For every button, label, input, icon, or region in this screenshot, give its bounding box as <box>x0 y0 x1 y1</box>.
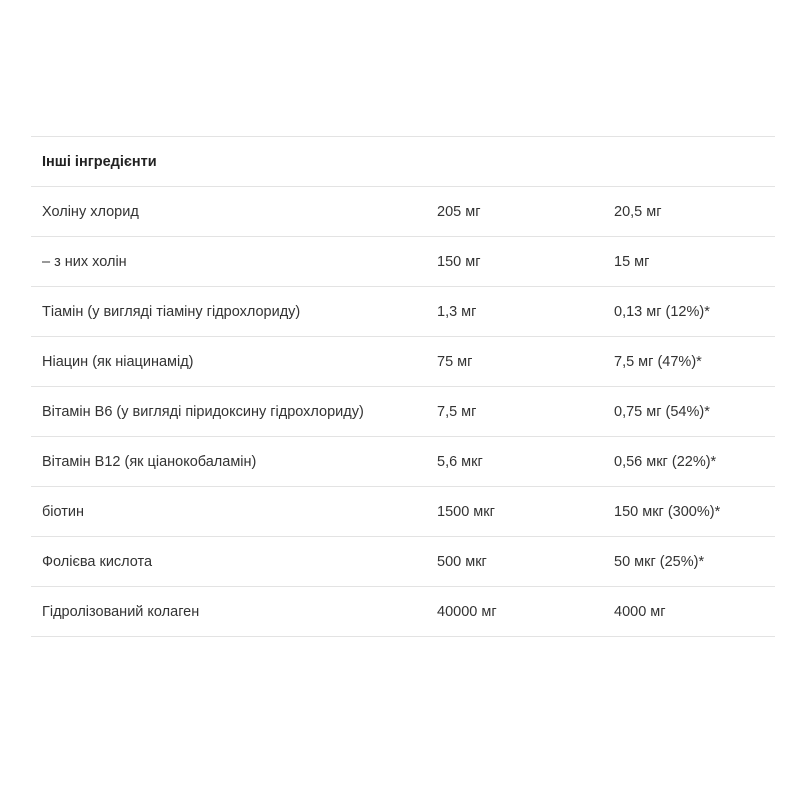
ingredient-name: Вітамін B6 (у вигляді піридоксину гідрохлориду) <box>42 404 364 420</box>
ingredient-per-serving: 0,56 мкг (22%)* <box>614 454 717 470</box>
table-row <box>31 187 775 237</box>
table-header-row <box>31 137 775 187</box>
table-section-title: Інші інгредієнти <box>42 154 157 170</box>
ingredient-amount: 150 мг <box>437 254 481 270</box>
table-row <box>31 237 775 287</box>
ingredient-per-serving: 0,75 мг (54%)* <box>614 404 710 420</box>
ingredient-amount: 5,6 мкг <box>437 454 483 470</box>
ingredient-amount: 1,3 мг <box>437 304 477 320</box>
table-row <box>31 437 775 487</box>
table-row <box>31 537 775 587</box>
ingredient-per-serving: 15 мг <box>614 254 650 270</box>
ingredient-name: Холіну хлорид <box>42 204 139 220</box>
ingredient-name: Фолієва кислота <box>42 554 153 570</box>
ingredient-per-serving: 7,5 мг (47%)* <box>614 354 702 370</box>
ingredient-per-serving: 50 мкг (25%)* <box>614 554 705 570</box>
ingredient-amount: 205 мг <box>437 204 481 220</box>
ingredient-amount: 40000 мг <box>437 604 497 620</box>
ingredient-per-serving: 0,13 мг (12%)* <box>614 304 710 320</box>
table-row <box>31 287 775 337</box>
table-row <box>31 337 775 387</box>
ingredient-per-serving: 150 мкг (300%)* <box>614 504 721 520</box>
table-row <box>31 387 775 437</box>
ingredient-name: – з них холін <box>42 254 127 270</box>
ingredient-per-serving: 20,5 мг <box>614 204 662 220</box>
ingredient-name: Ніацин (як ніацинамід) <box>42 354 194 370</box>
ingredient-amount: 1500 мкг <box>437 504 495 520</box>
ingredient-name: Тіамін (у вигляді тіаміну гідрохлориду) <box>42 304 301 320</box>
ingredient-name: Гідролізований колаген <box>42 604 200 620</box>
ingredient-name: біотин <box>42 504 85 520</box>
ingredient-amount: 75 мг <box>437 354 473 370</box>
ingredient-amount: 7,5 мг <box>437 404 477 420</box>
ingredient-amount: 500 мкг <box>437 554 487 570</box>
table-row <box>31 587 775 637</box>
ingredient-name: Вітамін B12 (як ціанокобаламін) <box>42 454 257 470</box>
table-row <box>31 487 775 537</box>
ingredients-table <box>31 136 775 637</box>
ingredient-per-serving: 4000 мг <box>614 604 666 620</box>
